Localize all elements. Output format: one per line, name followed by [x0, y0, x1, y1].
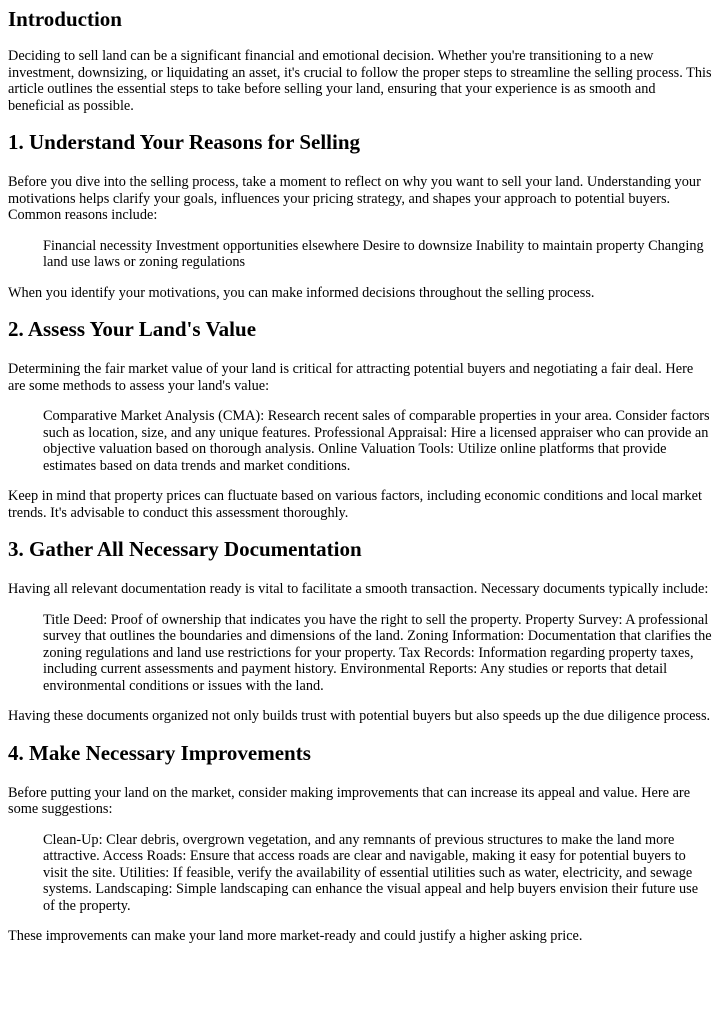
article — [0, 7, 712, 945]
section-2-heading: 2. Assess Your Land's Value — [8, 317, 257, 341]
intro-paragraph: Deciding to sell land can be a significant financial and emotional decision. Whether you're transitioning to a new investment, downsizing, or liquidating an asset, it's crucial to follow the proper steps to streamline the selling process. This article outlines the essential steps to take before selling your land, ensuring that your experience is as smooth and beneficial as possible. — [8, 48, 712, 114]
section-1-paragraph: Before you dive into the selling process, take a moment to reflect on why you want to sell your land. Understanding your motivations helps clarify your goals, influences your pricing strategy, and shapes your approach to potential buyers. Common reasons include: — [8, 174, 701, 223]
section-4-list: Clean-Up: Clear debris, overgrown vegetation, and any remnants of previous structures to make the land more attractive. Access Roads: Ensure that access roads are clear and navigable, making it easy for potential buyers to visit the site. Utilities: If feasible, verify the availability of essential utilities such as water, electricity, and sewage systems. Landscaping: Simple landscaping can enhance the visual appeal and help buyers envision their future use of the property. — [43, 831, 699, 914]
section-3-closing: Having these documents organized not only builds trust with potential buyers but also speeds up the due diligence process. — [8, 708, 711, 724]
section-2-closing: Keep in mind that property prices can fluctuate based on various factors, including economic conditions and local market trends. It's advisable to conduct this assessment thoroughly. — [8, 488, 702, 521]
section-2-list: Comparative Market Analysis (CMA): Research recent sales of comparable properties in your area. Consider factors such as location, size, and any unique features. Professional Appraisal: Hire a licensed appraiser who can provide an objective valuation based on thorough analysis. Online Valuation Tools: Utilize online platforms that provide estimates based on data trends and market conditions. — [43, 408, 710, 474]
intro-heading: Introduction — [8, 7, 122, 31]
section-3-paragraph: Having all relevant documentation ready is vital to facilitate a smooth transaction. Necessary documents typically include: — [8, 581, 709, 597]
section-3-heading: 3. Gather All Necessary Documentation — [8, 537, 362, 561]
section-1-list: Financial necessity Investment opportunities elsewhere Desire to downsize Inability to maintain property Changing land use laws or zoning regulations — [43, 237, 704, 270]
section-2-paragraph: Determining the fair market value of your land is critical for attracting potential buyers and negotiating a fair deal. Here are some methods to assess your land's value: — [8, 361, 694, 394]
section-4-heading: 4. Make Necessary Improvements — [8, 740, 311, 765]
section-1-closing: When you identify your motivations, you can make informed decisions throughout the selling process. — [8, 284, 595, 301]
section-4-paragraph: Before putting your land on the market, consider making improvements that can increase its appeal and value. Here are some suggestions: — [8, 784, 691, 817]
section-1-heading: 1. Understand Your Reasons for Selling — [8, 130, 360, 154]
section-4-closing: These improvements can make your land more market-ready and could justify a higher asking price. — [8, 928, 583, 944]
section-3-list: Title Deed: Proof of ownership that indicates you have the right to sell the property. Property Survey: A professional survey that outlines the boundaries and dimensions of the land. Zoning Information: Documentation that clarifies the zoning regulations and land use restrictions for your property. Tax Records: Information regarding property taxes, including current assessments and payment history. Environmental Reports: Any studies or reports that detail environmental conditions or issues with the land. — [43, 611, 712, 694]
